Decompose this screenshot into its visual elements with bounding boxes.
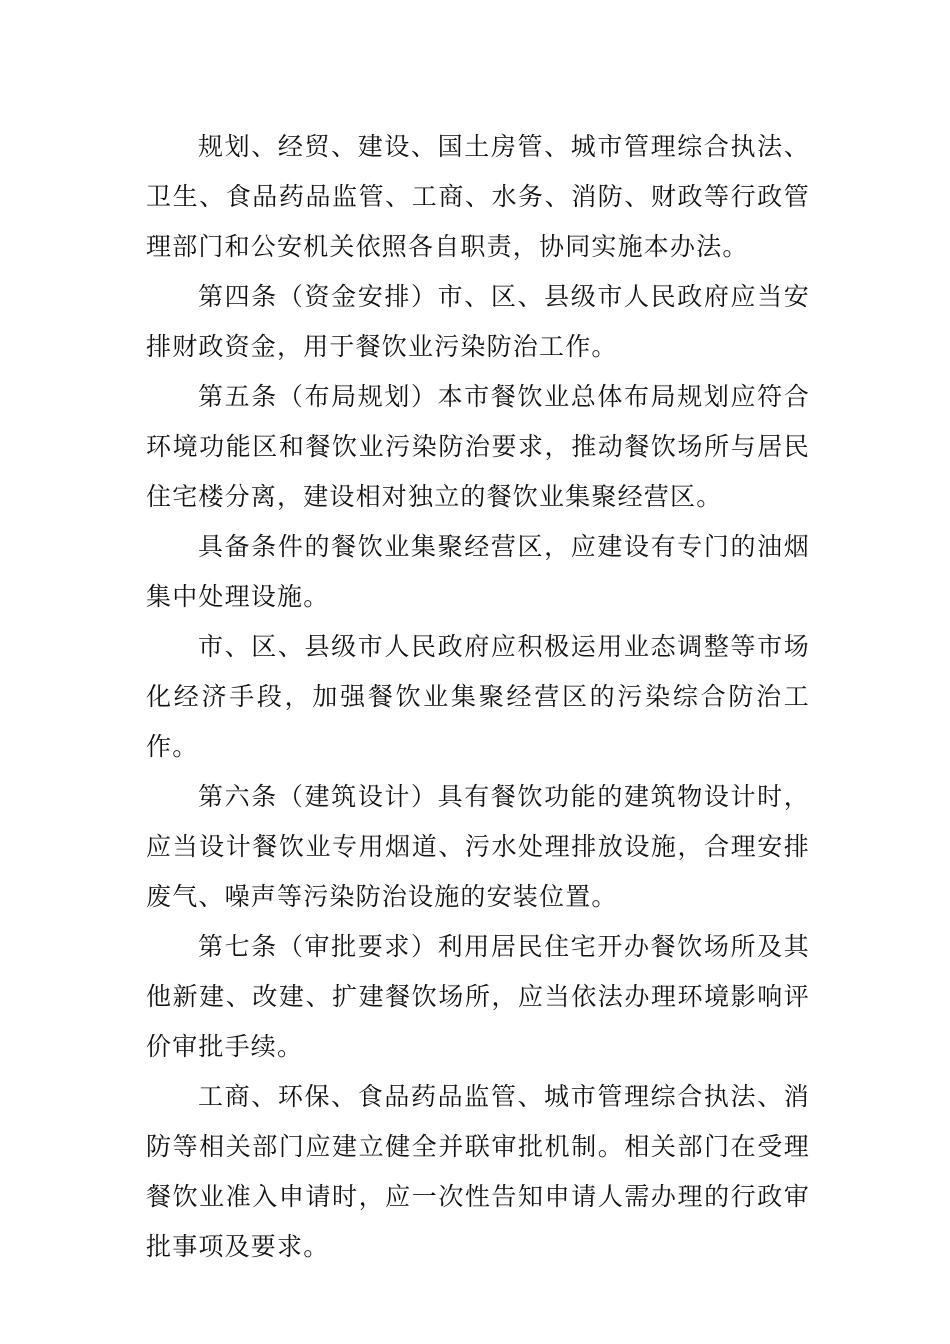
- paragraph-article-7: 第七条（审批要求）利用居民住宅开办餐饮场所及其他新建、改建、扩建餐饮场所，应当依法办理环境影响评价审批手续。: [146, 932, 810, 1061]
- paragraph-article-5-facilities: 具备条件的餐饮业集聚经营区，应建设有专门的油烟集中处理设施。: [146, 532, 810, 611]
- paragraph-article-5: 第五条（布局规划）本市餐饮业总体布局规划应符合环境功能区和餐饮业污染防治要求，推动餐饮场所与居民住宅楼分离，建设相对独立的餐饮业集聚经营区。: [146, 382, 810, 511]
- paragraph-responsibilities: 规划、经贸、建设、国土房管、城市管理综合执法、卫生、食品药品监管、工商、水务、消防、财政等行政管理部门和公安机关依照各自职责，协同实施本办法。: [146, 132, 810, 261]
- paragraph-article-4: 第四条（资金安排）市、区、县级市人民政府应当安排财政资金，用于餐饮业污染防治工作。: [146, 282, 810, 361]
- paragraph-article-5-market: 市、区、县级市人民政府应积极运用业态调整等市场化经济手段，加强餐饮业集聚经营区的污染综合防治工作。: [146, 632, 810, 761]
- paragraph-article-6: 第六条（建筑设计）具有餐饮功能的建筑物设计时，应当设计餐饮业专用烟道、污水处理排放设施，合理安排废气、噪声等污染防治设施的安装位置。: [146, 782, 810, 911]
- paragraph-article-7-approval: 工商、环保、食品药品监管、城市管理综合执法、消防等相关部门应建立健全并联审批机制。相关部门在受理餐饮业准入申请时，应一次性告知申请人需办理的行政审批事项及要求。: [146, 1082, 810, 1261]
- document-body: [146, 122, 810, 1272]
